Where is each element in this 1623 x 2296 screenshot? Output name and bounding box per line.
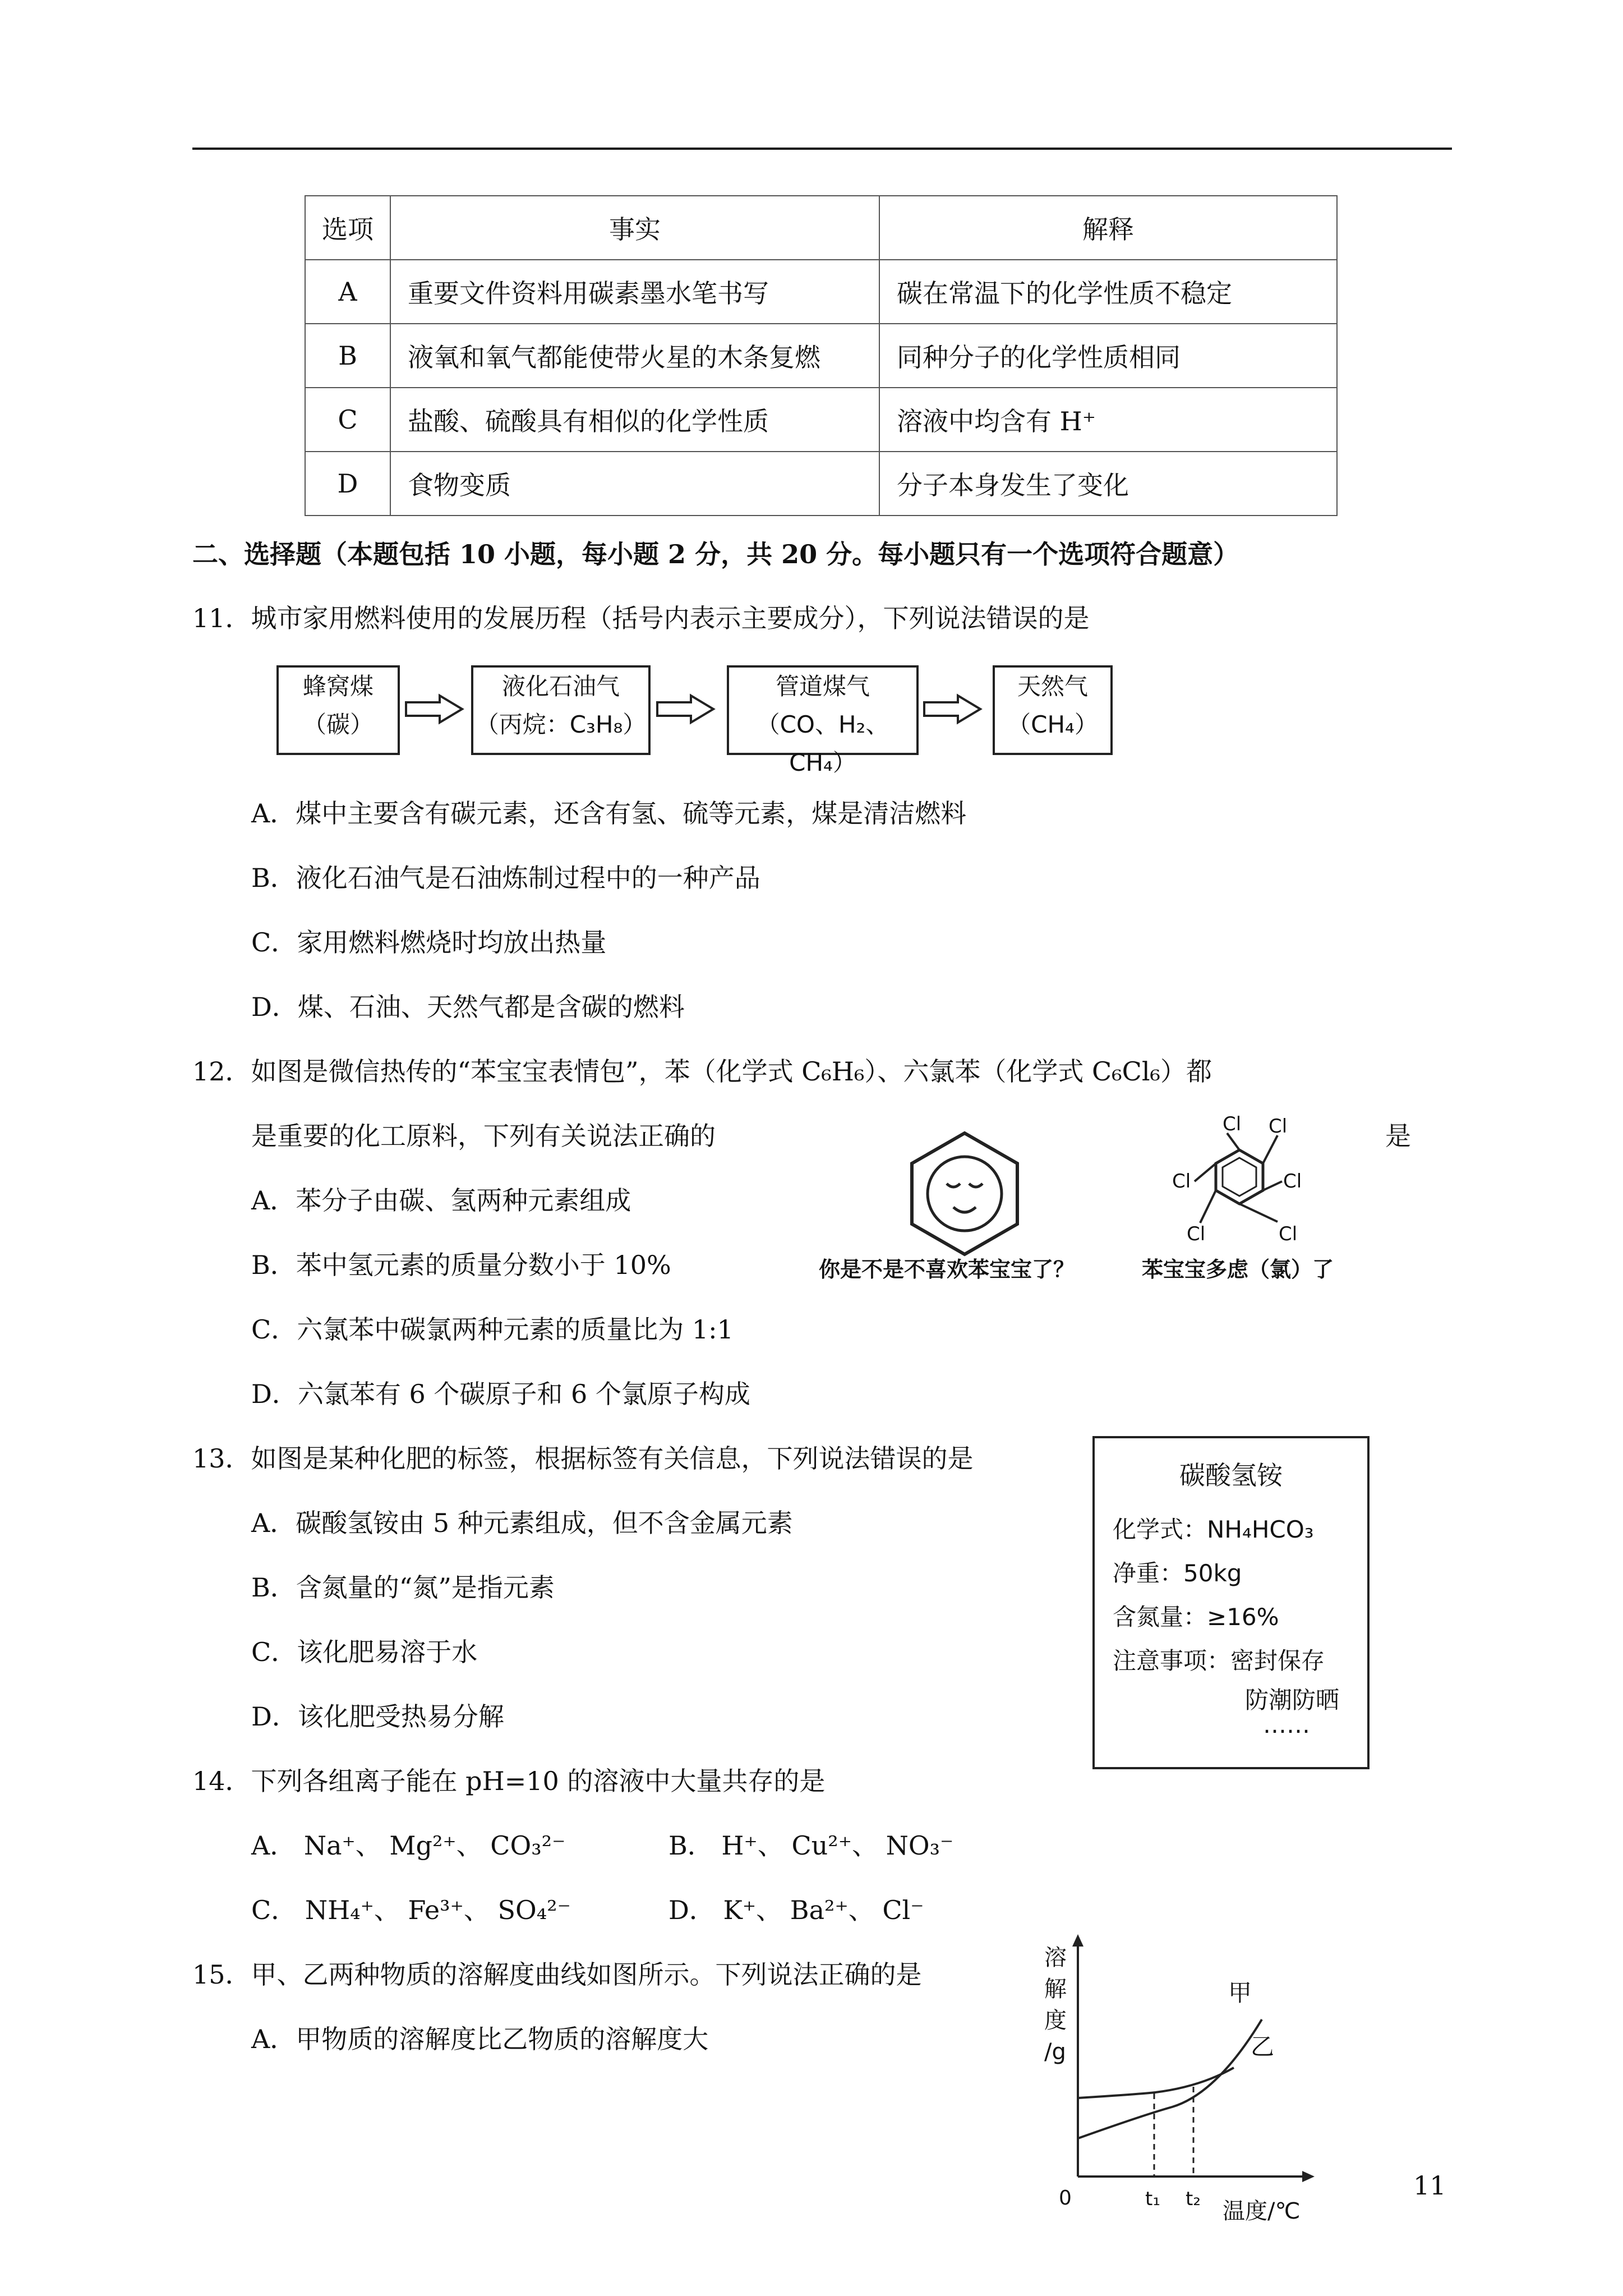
row-fact: 食物变质 [390, 452, 879, 516]
row-explanation: 碳在常温下的化学性质不稳定 [879, 260, 1337, 324]
x-axis-arrow-icon [1302, 2171, 1315, 2182]
q11-stem: 11．城市家用燃料使用的发展历程（括号内表示主要成分），下列说法错误的是 [192, 603, 1090, 633]
series-label-yi: 乙 [1251, 2033, 1275, 2060]
q11-option-a: A．煤中主要含有碳元素，还含有氢、硫等元素，煤是清洁燃料 [251, 798, 967, 829]
label-nitrogen: 含氮量：≥16% [1113, 1603, 1279, 1631]
cl-atom-label: Cl [1187, 1223, 1206, 1245]
flow-name: 蜂窝煤 [302, 673, 374, 700]
q14-stem: 14．下列各组离子能在 pH=10 的溶液中大量共存的是 [192, 1766, 826, 1796]
y-axis-label-char: /g [1044, 2039, 1066, 2065]
flow-name: 液化石油气 [501, 673, 620, 700]
flow-comp: （丙烷：C₃H₈） [475, 711, 647, 738]
arrow-right-icon [922, 693, 984, 725]
label-dots: …… [1263, 1711, 1310, 1738]
flow-comp: （CH₄） [1007, 711, 1098, 738]
cl-atom-label: Cl [1283, 1170, 1302, 1193]
table-header-row [305, 196, 1337, 260]
row-explanation: 分子本身发生了变化 [879, 452, 1337, 516]
row-option: D [305, 452, 390, 516]
fertilizer-label [1092, 1436, 1370, 1769]
label-formula: 化学式：NH₄HCO₃ [1113, 1516, 1314, 1543]
q13-option-a: A．碳酸氢铵由 5 种元素组成，但不含金属元素 [251, 1508, 793, 1538]
row-explanation: 同种分子的化学性质相同 [879, 324, 1337, 388]
page-number: 11 [1413, 2170, 1446, 2201]
y-axis-label-char: 解 [1044, 1976, 1067, 2002]
header-rule [192, 148, 1452, 150]
emoji-caption-left: 你是不是不喜欢苯宝宝了？ [819, 1257, 1075, 1282]
flow-comp: （碳） [302, 711, 374, 738]
q13-stem: 13．如图是某种化肥的标签，根据标签有关信息，下列说法错误的是 [192, 1443, 974, 1474]
label-weight: 净重：50kg [1113, 1559, 1242, 1587]
q12-stem-line2: 是重要的化工原料，下列有关说法正确的 [251, 1121, 716, 1151]
flow-box-lpg [471, 665, 651, 755]
benzene-face-icon [897, 1128, 1032, 1262]
t2-label: t₂ [1186, 2188, 1201, 2210]
q14-option-a: A． Na⁺、 Mg²⁺、 CO₃²⁻ [251, 1830, 566, 1861]
row-option: A [305, 260, 390, 324]
flow-box-honeycomb-coal [276, 665, 400, 755]
emoji-caption-right: 苯宝宝多虑（氯）了 [1142, 1257, 1334, 1282]
q12-option-c: C．六氯苯中碳氯两种元素的质量比为 1:1 [251, 1314, 734, 1345]
origin-label: 0 [1059, 2187, 1072, 2210]
arrow-right-icon [655, 693, 717, 725]
table-row [305, 388, 1337, 452]
row-option: C [305, 388, 390, 452]
y-axis-label-char: 度 [1044, 2008, 1067, 2033]
label-notice: 注意事项：密封保存 [1113, 1647, 1325, 1674]
flow-name: 管道煤气 [775, 673, 870, 700]
t1-label: t₁ [1145, 2188, 1160, 2210]
q15-option-a: A．甲物质的溶解度比乙物质的溶解度大 [251, 2024, 709, 2054]
row-fact: 液氧和氧气都能使带火星的木条复燃 [390, 324, 879, 388]
row-option: B [305, 324, 390, 388]
row-fact: 盐酸、硫酸具有相似的化学性质 [390, 388, 879, 452]
q13-option-d: D．该化肥受热易分解 [251, 1701, 504, 1732]
q15-stem: 15．甲、乙两种物质的溶解度曲线如图所示。下列说法正确的是 [192, 1959, 922, 1990]
header-option: 选项 [305, 196, 390, 260]
q13-option-b: B．含氮量的“氮”是指元素 [251, 1572, 555, 1603]
facts-table [305, 195, 1338, 516]
section-heading: 二、选择题（本题包括 10 小题，每小题 2 分，共 20 分。每小题只有一个选项符合题意） [192, 539, 1239, 569]
q12-stem-line1: 12．如图是微信热传的“苯宝宝表情包”，苯（化学式 C₆H₆）、六氯苯（化学式 C₆Cl₆）都 [192, 1056, 1212, 1087]
flow-name: 天然气 [1017, 673, 1088, 700]
q11-option-c: C．家用燃料燃烧时均放出热量 [251, 927, 607, 958]
series-label-jia: 甲 [1228, 1979, 1252, 2007]
curve-yi [1078, 2068, 1234, 2098]
q14-option-b: B． H⁺、 Cu²⁺、 NO₃⁻ [668, 1830, 954, 1861]
curve-jia [1078, 2019, 1262, 2138]
x-axis-label: 温度/℃ [1223, 2198, 1301, 2224]
header-fact: 事实 [390, 196, 879, 260]
q11-option-d: D．煤、石油、天然气都是含碳的燃料 [251, 992, 685, 1022]
q12-option-a: A．苯分子由碳、氢两种元素组成 [251, 1185, 631, 1216]
solubility-curve-chart [1032, 1930, 1324, 2199]
table-row [305, 260, 1337, 324]
y-axis-label [1044, 1942, 1067, 2068]
cl-atom-label: Cl [1223, 1113, 1242, 1135]
label-title: 碳酸氢铵 [1179, 1460, 1283, 1490]
q13-option-c: C．该化肥易溶于水 [251, 1637, 478, 1667]
flow-comp: （CO、H₂、CH₄） [756, 711, 889, 776]
q12-option-d: D．六氯苯有 6 个碳原子和 6 个氯原子构成 [251, 1379, 750, 1409]
flow-box-pipeline-gas [727, 665, 919, 776]
cl-atom-label: Cl [1172, 1170, 1191, 1193]
arrow-right-icon [404, 693, 465, 725]
y-axis-label-char: 溶 [1044, 1945, 1067, 1971]
cl-atom-label: Cl [1269, 1115, 1288, 1138]
flow-box-natural-gas [993, 665, 1113, 755]
q14-option-d: D． K⁺、 Ba²⁺、 Cl⁻ [668, 1895, 924, 1925]
cl-atom-label: Cl [1279, 1223, 1298, 1245]
q14-option-c: C． NH₄⁺、 Fe³⁺、 SO₄²⁻ [251, 1895, 571, 1925]
q12-option-b: B．苯中氢元素的质量分数小于 10% [251, 1250, 671, 1280]
row-explanation: 溶液中均含有 H⁺ [879, 388, 1337, 452]
label-notice-2: 防潮防晒 [1245, 1686, 1340, 1714]
header-explanation: 解释 [879, 196, 1337, 260]
row-fact: 重要文件资料用碳素墨水笔书写 [390, 260, 879, 324]
q12-stem-end: 是 [1385, 1121, 1411, 1151]
y-axis-arrow-icon [1072, 1934, 1083, 1947]
table-row [305, 324, 1337, 388]
table-row [305, 452, 1337, 516]
q11-option-b: B．液化石油气是石油炼制过程中的一种产品 [251, 863, 760, 893]
